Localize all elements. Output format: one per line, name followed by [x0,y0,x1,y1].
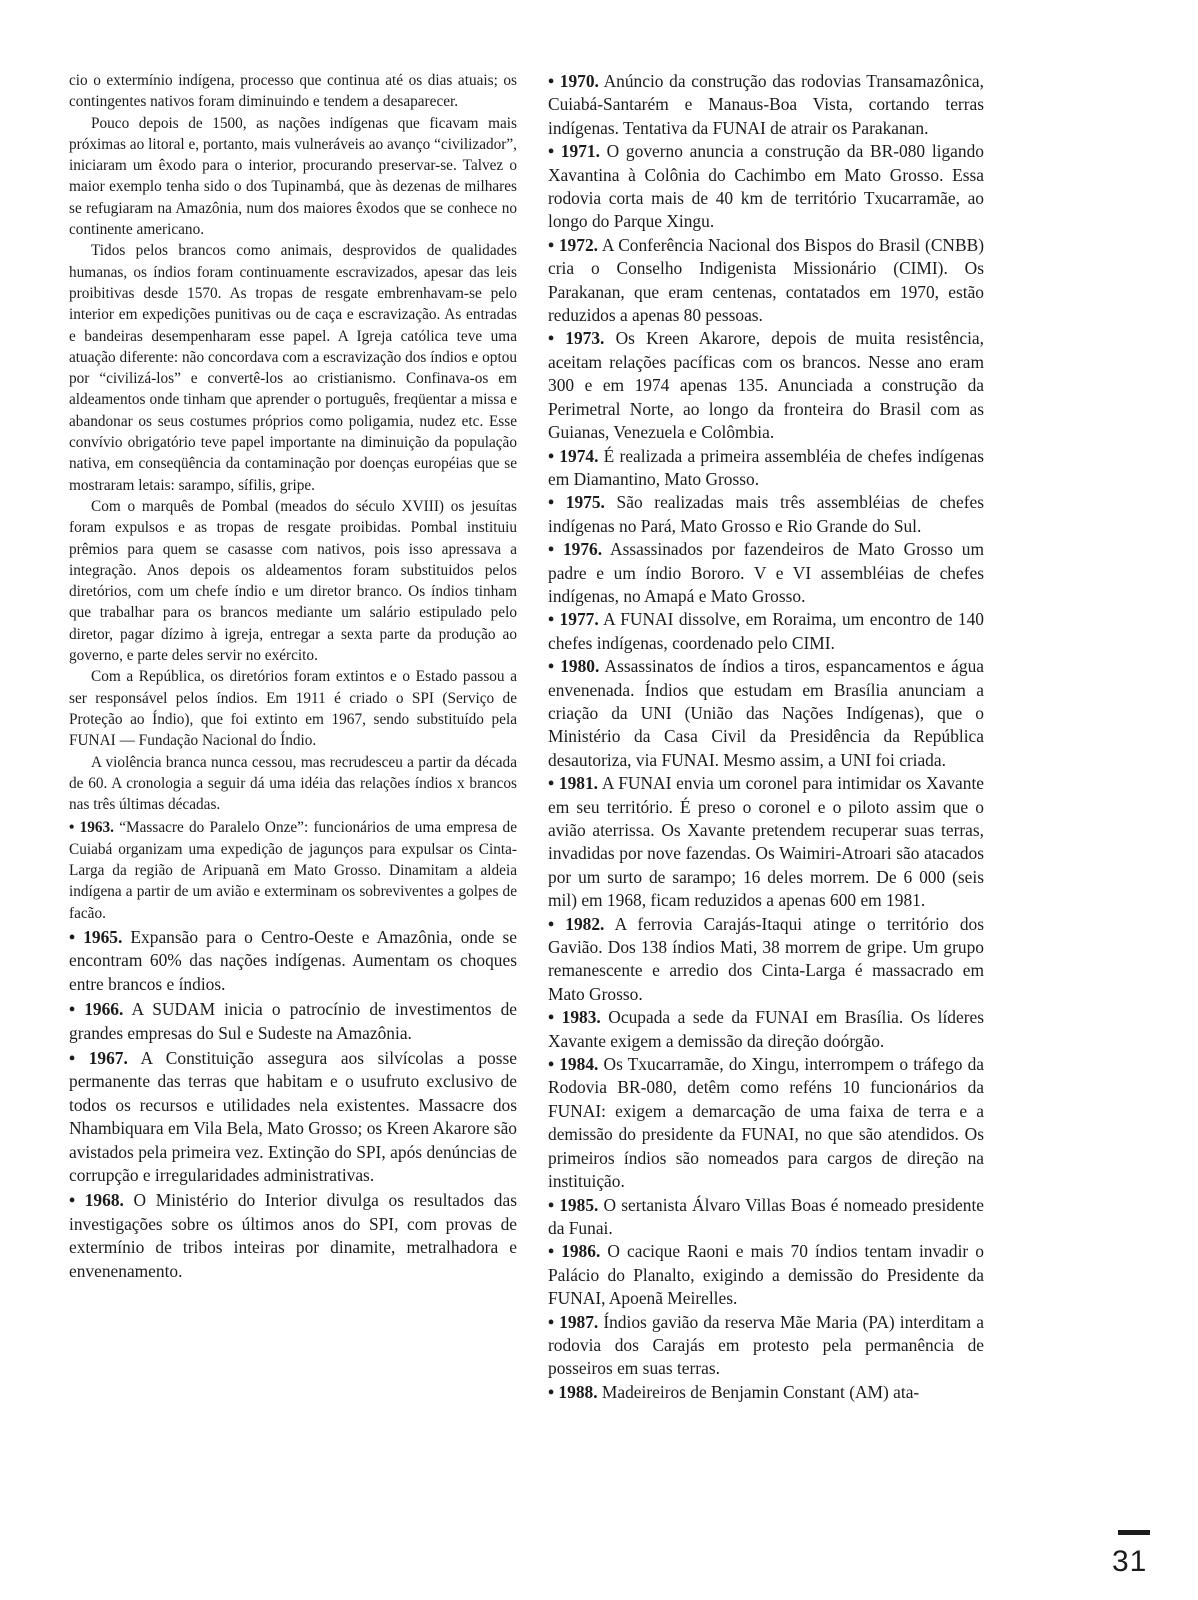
entry-text: Expansão para o Centro-Oeste e Amazônia, onde se encontram 60% das nações indígenas. Aumentam os choques entre brancos e índios. [69,926,517,994]
entry-text: A FUNAI dissolve, em Roraima, um encontro de 140 chefes indígenas, coordenado pelo CIMI. [548,609,984,653]
entry-year: • 1971. [548,141,600,162]
chronology-entry [548,1311,984,1381]
left-column [69,70,517,1283]
chronology-entry [548,1053,984,1193]
entry-text: Os Txucarramãe, do Xingu, interrompem o tráfego da Rodovia BR-080, detêm como reféns 10 funcionários da FUNAI: exigem a demarcação de uma faixa de terra e a demissão do presidente da FUNAI, no que são atendidos. Os primeiros índios são nomeados para cargos de direção na instituição. [548,1054,984,1192]
entry-text: O cacique Raoni e mais 70 índios tentam invadir o Palácio do Planalto, exigindo a demissão do Presidente da FUNAI, Apoenã Meirelles. [548,1241,984,1309]
chronology-entry [548,327,984,444]
entry-year: • 1984. [548,1054,599,1075]
entry-text: É realizada a primeira assembléia de chefes indígenas em Diamantino, Mato Grosso. [548,445,984,489]
chronology-entry [69,1047,517,1187]
entry-year: • 1963. [69,819,115,837]
entry-year: • 1980. [548,656,600,677]
chronology-entry [548,1381,984,1404]
chronology-entry [548,1006,984,1053]
entry-year: • 1982. [548,913,605,934]
entry-year: • 1975. [548,492,605,513]
paragraph: Com a República, os diretórios foram extintos e o Estado passou a ser responsável pelos índios. Em 1911 é criado o SPI (Serviço de Proteção ao Índio), que foi extinto em 1967, sendo substituído pela FUNAI — Fundação Nacional do Índio. [69,668,517,750]
chronology-entry [69,998,517,1045]
paragraph: cio o extermínio indígena, processo que continua até os dias atuais; os contingentes nativos foram diminuindo e tendem a desaparecer. [69,72,517,111]
chronology-entry [548,70,984,140]
entry-year: • 1967. [69,1047,128,1068]
chronology-entry [548,655,984,772]
entry-year: • 1968. [69,1190,124,1211]
entry-year: • 1986. [548,1241,601,1262]
entry-text: A SUDAM inicia o patrocínio de investimentos de grandes empresas do Sul e Sudeste na Amazônia. [69,999,517,1043]
entry-year: • 1985. [548,1194,599,1215]
entry-year: • 1973. [548,328,605,349]
page-marker-bar [1118,1530,1150,1535]
entry-text: “Massacre do Paralelo Onze”: funcionários de uma empresa de Cuiabá organizam uma expedição de jagunços para expulsar os Cinta-Larga da região de Aripuanã em Mato Grosso. Dinamitam a aldeia indígena a partir de um avião e exterminam os sobreviventes a golpes de facão. [69,819,517,922]
entry-year: • 1970. [548,71,599,91]
paragraph: A violência branca nunca cessou, mas recrudesceu a partir da década de 60. A cronologia a seguir dá uma idéia das relações índios x brancos nas três últimas décadas. [69,753,517,814]
paragraph: Pouco depois de 1500, as nações indígenas que ficavam mais próximas ao litoral e, portanto, mais vulneráveis ao avanço “civilizador”, iniciaram um êxodo para o interior, procurando preservar-se. Talvez o maior exemplo tenha sido o dos Tupinambá, que às dezenas de milhares se refugiaram na Amazônia, num dos maiores êxodos que se conhece no continente americano. [69,114,517,239]
entry-year: • 1987. [548,1311,599,1332]
entry-year: • 1983. [548,1007,601,1028]
right-column [548,70,984,1404]
entry-text: Anúncio da construção das rodovias Transamazônica, Cuiabá-Santarém e Manaus-Boa Vista, cortando terras indígenas. Tentativa da FUNAI de atrair os Parakanan. [548,71,984,138]
entry-text: Índios gavião da reserva Mãe Maria (PA) interditam a rodovia dos Carajás em protesto pela permanência de posseiros em suas terras. [548,1311,984,1379]
paragraph: Tidos pelos brancos como animais, desprovidos de qualidades humanas, os índios foram continuamente escravizados, apesar das leis proibitivas desde 1570. As tropas de resgate embrenhavam-se pelo interior em expedições punitivas ou de caça e escravização. As entradas e bandeiras desempenharam esse papel. A Igreja católica teve uma atuação diferente: não concordava com a escravização dos índios e optou por “civilizá-los” e convertê-los ao cristianismo. Confinava-os em aldeamentos onde tinham que aprender o português, freqüentar a missa e abandonar os seus costumes próprios como poligamia, nudez etc. Esse convívio obrigatório teve papel importante na diminuição da população nativa, em conseqüência da contaminação por doenças européias que se mostraram letais: sarampo, sífilis, gripe. [69,242,517,494]
entry-text: O governo anuncia a construção da BR-080 ligando Xavantina à Colônia do Cachimbo em Mato Grosso. Essa rodovia corta mais de 40 km de território Txucarramãe, ao longo do Parque Xingu. [548,141,984,232]
chronology-entry [69,1189,517,1283]
chronology-entry [548,538,984,608]
chronology-entry [548,1194,984,1241]
entry-text: São realizadas mais três assembléias de chefes indígenas no Pará, Mato Grosso e Rio Grande do Sul. [548,492,984,536]
paragraph: Com o marquês de Pombal (meados do século XVIII) os jesuítas foram expulsos e as tropas de resgate proibidas. Pombal instituiu prêmios para quem se casasse com nativos, pois isso apressava a integração. Anos depois os aldeamentos foram substituidos pelos diretórios, com um chefe índio e um diretor branco. Os índios tinham que trabalhar para os brancos mediante um salário estipulado pelo diretor, pagar dízimo à igreja, entregar a sexta parte da produção ao governo, e parte deles servir no exército. [69,497,517,665]
entry-text: A FUNAI envia um coronel para intimidar os Xavante em seu território. É preso o coronel e o piloto assim que o avião aterrissa. Os Xavante pretendem recuperar suas terras, invadidas por nove fazendas. Os Waimiri-Atroari são atacados por um surto de sarampo; 16 deles morrem. De 6 000 (seis mil) em 1968, ficam reduzidos a apenas 600 em 1981. [548,773,984,911]
entry-text: O Ministério do Interior divulga os resultados das investigações sobre os últimos anos do SPI, com provas de extermínio de tribos inteiras por dinamite, metralhadora e envenenamento. [69,1190,517,1281]
entry-text: Madeireiros de Benjamin Constant (AM) ata- [597,1381,920,1402]
page-number: 31 [1112,1545,1148,1578]
chronology-entry [548,608,984,655]
chronology-entry [548,491,984,538]
entry-text: Assassinatos de índios a tiros, espancamentos e água envenenada. Índios que estudam em Brasília anunciam a criação da UNI (União das Nações Indígenas), que o Ministério da Casa Civil da Presidência da República desautoriza, via FUNAI. Mesmo assim, a UNI foi criada. [548,656,984,770]
chronology-entry [548,772,984,912]
entry-text: Ocupada a sede da FUNAI em Brasília. Os líderes Xavante exigem a demissão da direção doórgão. [548,1007,984,1051]
entry-year: • 1972. [548,234,598,255]
entry-year: • 1988. [548,1381,598,1402]
entry-year: • 1981. [548,773,599,794]
entry-year: • 1977. [548,609,599,630]
entry-year: • 1974. [548,445,599,466]
entry-text: A Conferência Nacional dos Bispos do Brasil (CNBB) cria o Conselho Indigenista Missionário (CIMI). Os Parakanan, que eram centenas, contatados em 1970, estão reduzidos a apenas 80 pessoas. [548,234,984,326]
entry-year: • 1966. [69,999,124,1020]
entry-text: A Constituição assegura aos silvícolas a posse permanente das terras que habitam e o usufruto exclusivo de todos os recursos e utilidades nela existentes. Massacre dos Nhambiquara em Vila Bela, Mato Grosso; os Kreen Akarore são avistados pela primeira vez. Extinção do SPI, após denúncias de corrupção e irregularidades administrativas. [69,1047,517,1185]
entry-text: Assassinados por fazendeiros de Mato Grosso um padre e um índio Bororo. V e VI assembléias de chefes indígenas, no Amapá e Mato Grosso. [548,539,984,606]
entry-year: • 1965. [69,926,123,947]
chronology-entry [548,140,984,234]
chronology-entry [69,817,517,923]
entry-year: • 1976. [548,539,603,560]
entry-text: Os Kreen Akarore, depois de muita resistência, aceitam relações pacíficas com os brancos. Nesse ano eram 300 e em 1974 apenas 135. Anunciada a construção da Perimetral Norte, ao longo da fronteira do Brasil com as Guianas, Venezuela e Colômbia. [548,328,984,443]
chronology-entry [548,913,984,1007]
chronology-entry [69,926,517,996]
entry-text: A ferrovia Carajás-Itaqui atinge o território dos Gavião. Dos 138 índios Mati, 38 morrem de gripe. Um grupo remanescente e arredio dos Cinta-Larga é massacrado em Mato Grosso. [548,913,984,1004]
chronology-entry [548,1240,984,1310]
chronology-entry [548,234,984,328]
chronology-entry [548,445,984,492]
entry-text: O sertanista Álvaro Villas Boas é nomeado presidente da Funai. [548,1194,984,1238]
